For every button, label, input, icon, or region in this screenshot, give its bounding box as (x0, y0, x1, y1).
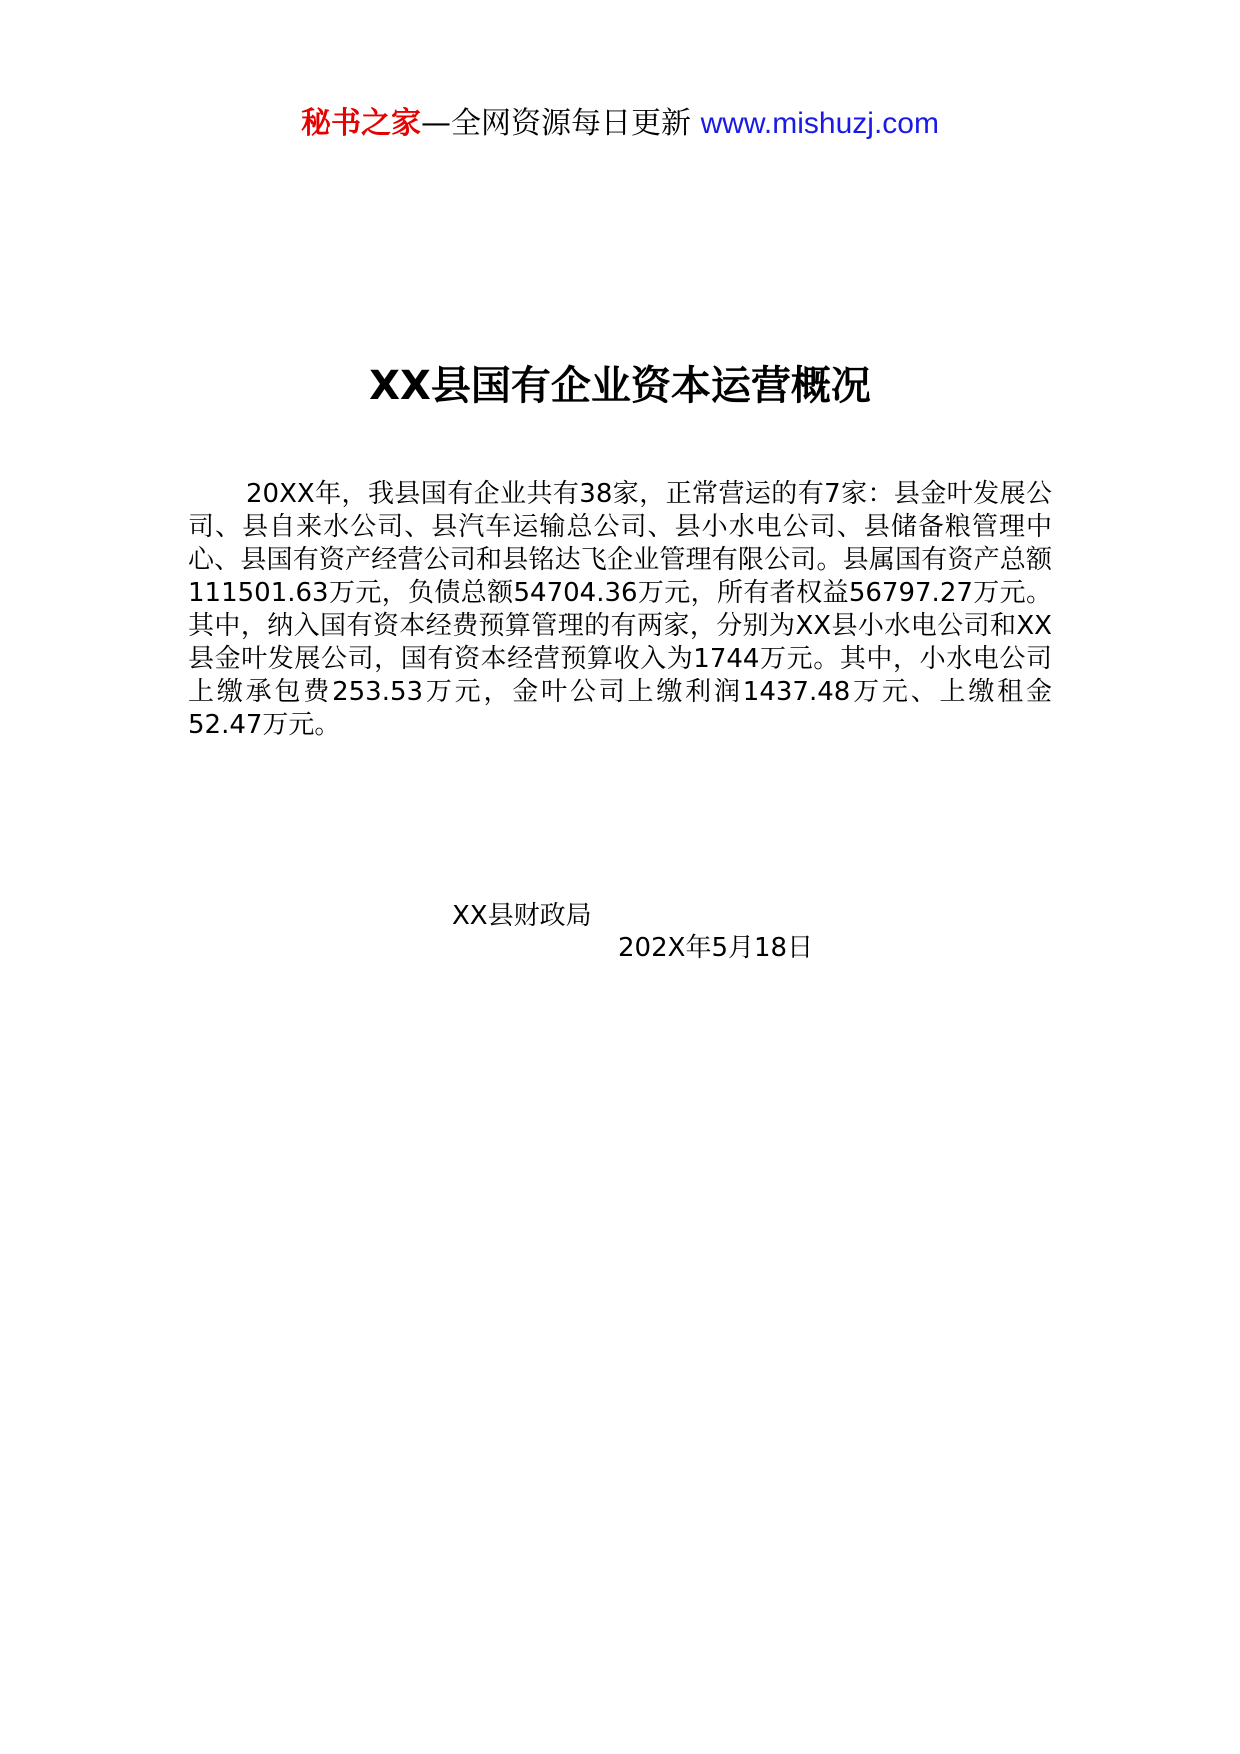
banner-slogan: —全网资源每日更新 (421, 106, 701, 141)
signature-organization: XX县财政局 (452, 901, 592, 931)
brand-name: 秘书之家 (301, 106, 422, 141)
site-url-link[interactable]: www.mishuzj.com (700, 107, 939, 140)
document-title: XX县国有企业资本运营概况 (369, 363, 871, 409)
body-paragraph: 20XX年，我县国有企业共有38家，正常营运的有7家：县金叶发展公司、县自来水公司、县汽车运输总公司、县小水电公司、县储备粮管理中心、县国有资产经营公司和县铭达飞企业管理有限公司。县属国有资产总额111501.63万元，负债总额54704.36万元，所有者权益56797.27万元。其中，纳入国有资本经费预算管理的有两家，分别为XX县小水电公司和XX县金叶发展公司，国有资本经营预算收入为1744万元。其中，小水电公司上缴承包费253.53万元，金叶公司上缴利润1437.48万元、上缴租金52.47万元。 (188, 479, 1052, 740)
signature-date: 202X年5月18日 (618, 933, 814, 963)
site-banner (0, 104, 1240, 144)
